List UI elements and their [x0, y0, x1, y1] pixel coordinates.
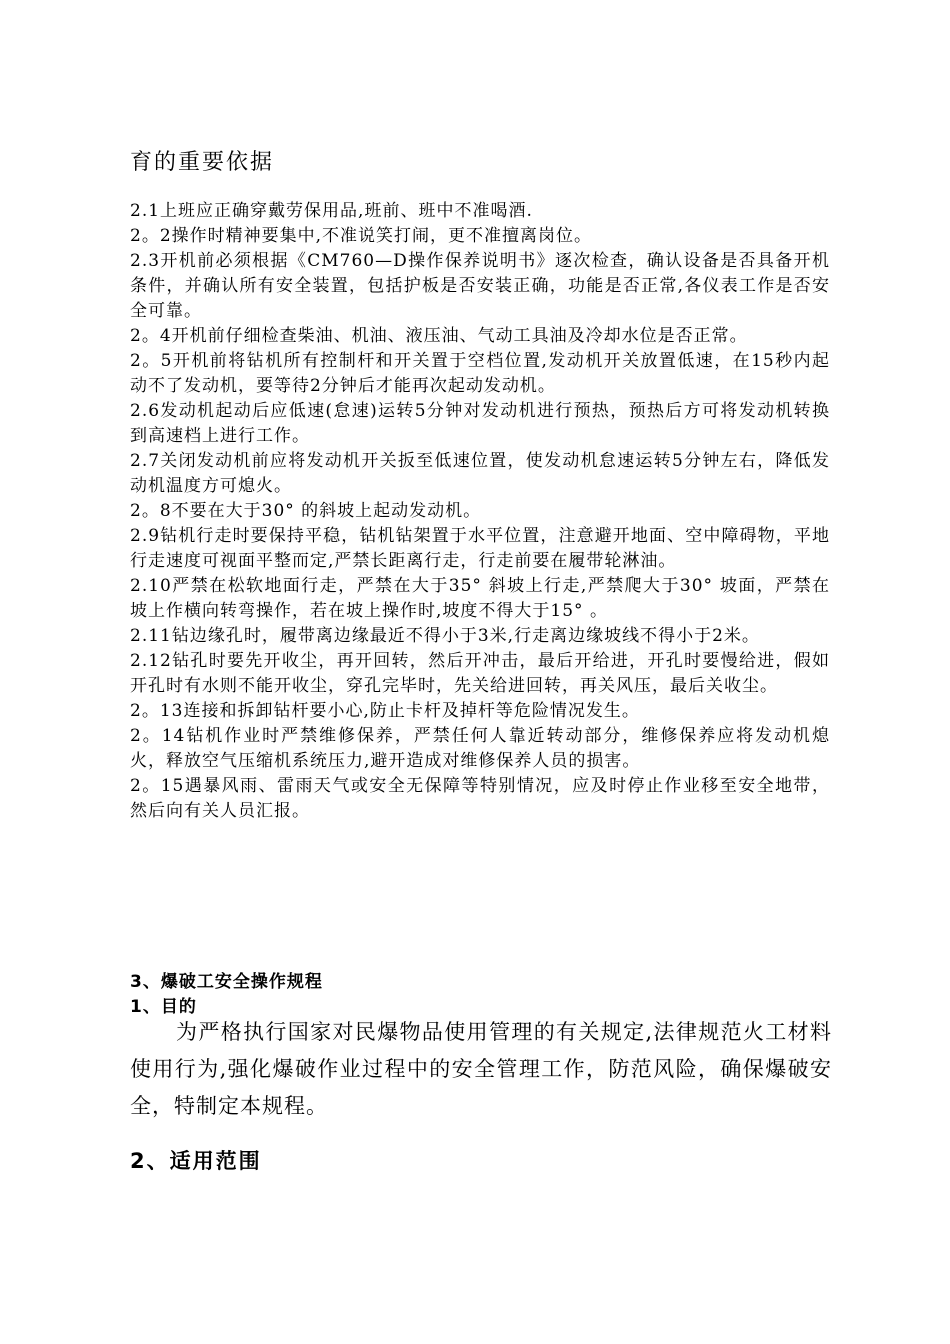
purpose-paragraph: 为严格执行国家对民爆物品使用管理的有关规定,法律规范火工材料使用行为,强化爆破作业过程中的安全管理工作，防范风险，确保爆破安全，特制定本规程。: [130, 1020, 832, 1118]
rule-item: 2。2操作时精神要集中,不准说笑打闹，更不准擅离岗位。: [130, 226, 593, 246]
section-3-title: 3、爆破工安全操作规程: [130, 972, 323, 992]
rule-item: 2.10严禁在松软地面行走，严禁在大于35° 斜坡上行走,严禁爬大于30° 坡面，严禁在坡上作横向转弯操作，若在坡上操作时,坡度不得大于15° 。: [130, 576, 830, 621]
rule-item: 2.7关闭发动机前应将发动机开关扳至低速位置，使发动机怠速运转5分钟左右，降低发动机温度方可熄火。: [130, 451, 830, 496]
continuation-text: 育的重要依据: [130, 150, 275, 175]
operation-rules-list: [130, 199, 830, 824]
rule-item: 2.1上班应正确穿戴劳保用品,班前、班中不准喝酒.: [130, 201, 533, 221]
rule-item: 2。5开机前将钻机所有控制杆和开关置于空档位置,发动机开关放置低速，在15秒内起动不了发动机，要等待2分钟后才能再次起动发动机。: [130, 351, 830, 396]
rule-item: 2。4开机前仔细检查柴油、机油、液压油、气动工具油及冷却水位是否正常。: [130, 326, 748, 346]
rule-item: 2。14钻机作业时严禁维修保养，严禁任何人靠近转动部分，维修保养应将发动机熄火，释放空气压缩机系统压力,避开造成对维修保养人员的损害。: [130, 726, 830, 771]
rule-item: 2.3开机前必须根据《CM760—D操作保养说明书》逐次检查，确认设备是否具备开机条件，并确认所有安全装置，包括护板是否安装正确，功能是否正常,各仪表工作是否安全可靠。: [130, 251, 830, 321]
purpose-heading: 1、目的: [130, 997, 197, 1017]
rule-item: 2.6发动机起动后应低速(怠速)运转5分钟对发动机进行预热，预热后方可将发动机转换到高速档上进行工作。: [130, 401, 830, 446]
rule-item: 2.9钻机行走时要保持平稳，钻机钻架置于水平位置，注意避开地面、空中障碍物，平地行走速度可视面平整而定,严禁长距离行走，行走前要在履带轮淋油。: [130, 526, 830, 571]
rule-item: 2。15遇暴风雨、雷雨天气或安全无保障等特别情况，应及时停止作业移至安全地带，然后向有关人员汇报。: [130, 776, 830, 821]
rule-item: 2.11钻边缘孔时，履带离边缘最近不得小于3米,行走离边缘坡线不得小于2米。: [130, 626, 760, 646]
scope-heading: 2、适用范围: [130, 1149, 262, 1173]
rule-item: 2。8不要在大于30° 的斜坡上起动发动机。: [130, 501, 482, 521]
rule-item: 2.12钻孔时要先开收尘，再开回转，然后开冲击，最后开给进，开孔时要慢给进，假如开孔时有水则不能开收尘，穿孔完毕时，先关给进回转，再关风压，最后关收尘。: [130, 651, 830, 696]
rule-item: 2。13连接和拆卸钻杆要小心,防止卡杆及掉杆等危险情况发生。: [130, 701, 640, 721]
